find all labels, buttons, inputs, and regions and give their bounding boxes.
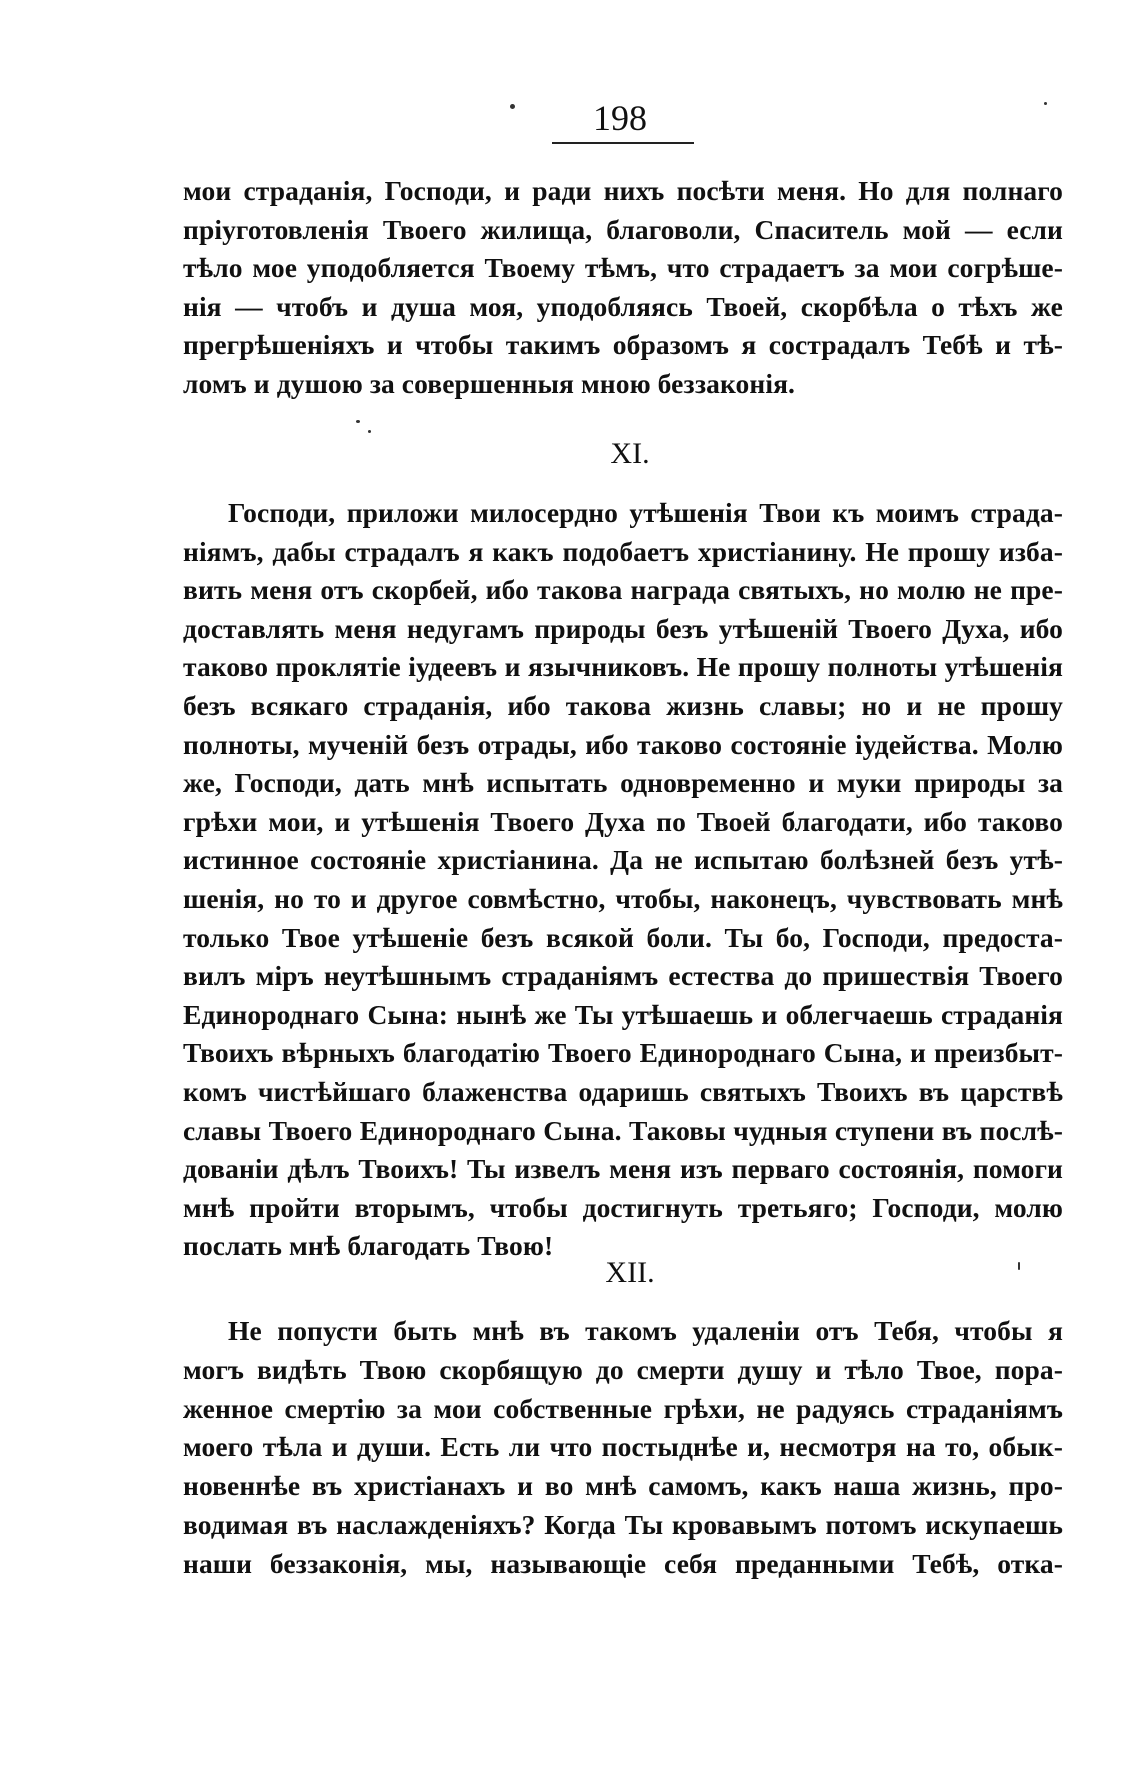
text-line: Не попусти быть мнѣ въ такомъ удаленіи отъ Тебя, чтобы я bbox=[228, 1315, 1063, 1346]
text-line: комъ чистѣйшаго блаженства одаришь святыхъ Твоихъ въ царствѣ bbox=[183, 1075, 1063, 1107]
ink-speck bbox=[1044, 102, 1047, 105]
ink-speck bbox=[368, 430, 371, 433]
text-line: славы Твоего Единороднаго Сына. Таковы чудныя ступени въ послѣ- bbox=[183, 1114, 1063, 1146]
text-line: грѣхи мои, и утѣшенія Твоего Духа по Твоей благодати, ибо таково bbox=[183, 805, 1063, 837]
text-line: Твоихъ вѣрныхъ благодатію Твоего Единороднаго Сына, и преизбыт- bbox=[183, 1037, 1063, 1069]
text-line: новеннѣе въ христіанахъ и во мнѣ самомъ, какъ наша жизнь, про- bbox=[183, 1470, 1063, 1502]
text-line: же, Господи, дать мнѣ испытать одновременно и муки природы за bbox=[183, 767, 1063, 799]
page-number: 198 bbox=[593, 98, 647, 138]
page-number-rule bbox=[552, 142, 694, 144]
text-line: наши беззаконія, мы, называющіе себя преданными Тебѣ, отка- bbox=[183, 1547, 1063, 1579]
text-line: послать мнѣ благодать Твою! bbox=[183, 1230, 554, 1262]
text-line: ніямъ, дабы страдалъ я какъ подобаетъ христіанину. Не прошу изба- bbox=[183, 535, 1063, 567]
text-line: шенія, но то и другое совмѣстно, чтобы, наконецъ, чувствовать мнѣ bbox=[183, 882, 1063, 914]
text-line: таково проклятіе іудеевъ и язычниковъ. Не прошу полноты утѣшенія bbox=[183, 651, 1063, 683]
text-line: доставлять меня недугамъ природы безъ утѣшеній Твоего Духа, ибо bbox=[183, 612, 1063, 644]
text-line: могъ видѣть Твою скорбящую до смерти душу и тѣло Твое, пора- bbox=[183, 1353, 1063, 1385]
section-heading-xii: XII. bbox=[605, 1256, 655, 1289]
text-line: мои страданія, Господи, и ради нихъ посѣти меня. Но для полнаго bbox=[183, 175, 1063, 206]
text-line: вить меня отъ скорбей, ибо такова награда святыхъ, но молю не пре- bbox=[183, 574, 1063, 606]
text-line: прегрѣшеніяхъ и чтобы такимъ образомъ я сострадалъ Тебѣ и тѣ- bbox=[183, 329, 1063, 360]
text-line: нія — чтобъ и душа моя, уподобляясь Твоей, скорбѣла о тѣхъ же bbox=[183, 290, 1063, 322]
text-line: истинное состояніе христіанина. Да не испытаю болѣзней безъ утѣ- bbox=[183, 844, 1063, 876]
text-line: мнѣ пройти вторымъ, чтобы достигнуть третьяго; Господи, молю bbox=[183, 1191, 1063, 1223]
text-line: дованіи дѣлъ Твоихъ! Ты извелъ меня изъ перваго состоянія, помоги bbox=[183, 1153, 1063, 1185]
text-line: тѣло мое уподобляется Твоему тѣмъ, что страдаетъ за мои согрѣше- bbox=[183, 252, 1063, 283]
text-line: Господи, приложи милосердно утѣшенія Твои къ моимъ страда- bbox=[228, 497, 1063, 528]
ink-speck bbox=[356, 420, 360, 423]
text-line: вилъ міръ неутѣшнымъ страданіямъ естества до пришествія Твоего bbox=[183, 960, 1063, 992]
text-line: пріуготовленія Твоего жилища, благоволи, Спаситель мой — если bbox=[183, 213, 1063, 245]
text-line: Единороднаго Сына: нынѣ же Ты утѣшаешь и облегчаешь страданія bbox=[183, 998, 1063, 1030]
paragraph-continuation bbox=[183, 172, 1063, 403]
text-line: водимая въ наслажденіяхъ? Когда Ты кровавымъ потомъ искупаешь bbox=[183, 1508, 1063, 1540]
text-line: ломъ и душою за совершенныя мною беззаконія. bbox=[183, 367, 796, 399]
text-line: женное смертію за мои собственные грѣхи, не радуясь страданіямъ bbox=[183, 1392, 1063, 1424]
section-heading-xi: XI. bbox=[610, 437, 650, 470]
text-line: безъ всякаго страданія, ибо такова жизнь славы; но и не прошу bbox=[183, 689, 1063, 721]
text-line: полноты, мученій безъ отрады, ибо таково состояніе іудейства. Молю bbox=[183, 728, 1063, 760]
text-line: моего тѣла и души. Есть ли что постыднѣе и, несмотря на то, обык- bbox=[183, 1431, 1063, 1463]
paragraph-section-xii bbox=[183, 1312, 1063, 1584]
ink-speck bbox=[510, 104, 515, 109]
paragraph-section-xi bbox=[183, 494, 1063, 1266]
text-line: только Твое утѣшеніе безъ всякой боли. Ты бо, Господи, предоста- bbox=[183, 921, 1063, 953]
